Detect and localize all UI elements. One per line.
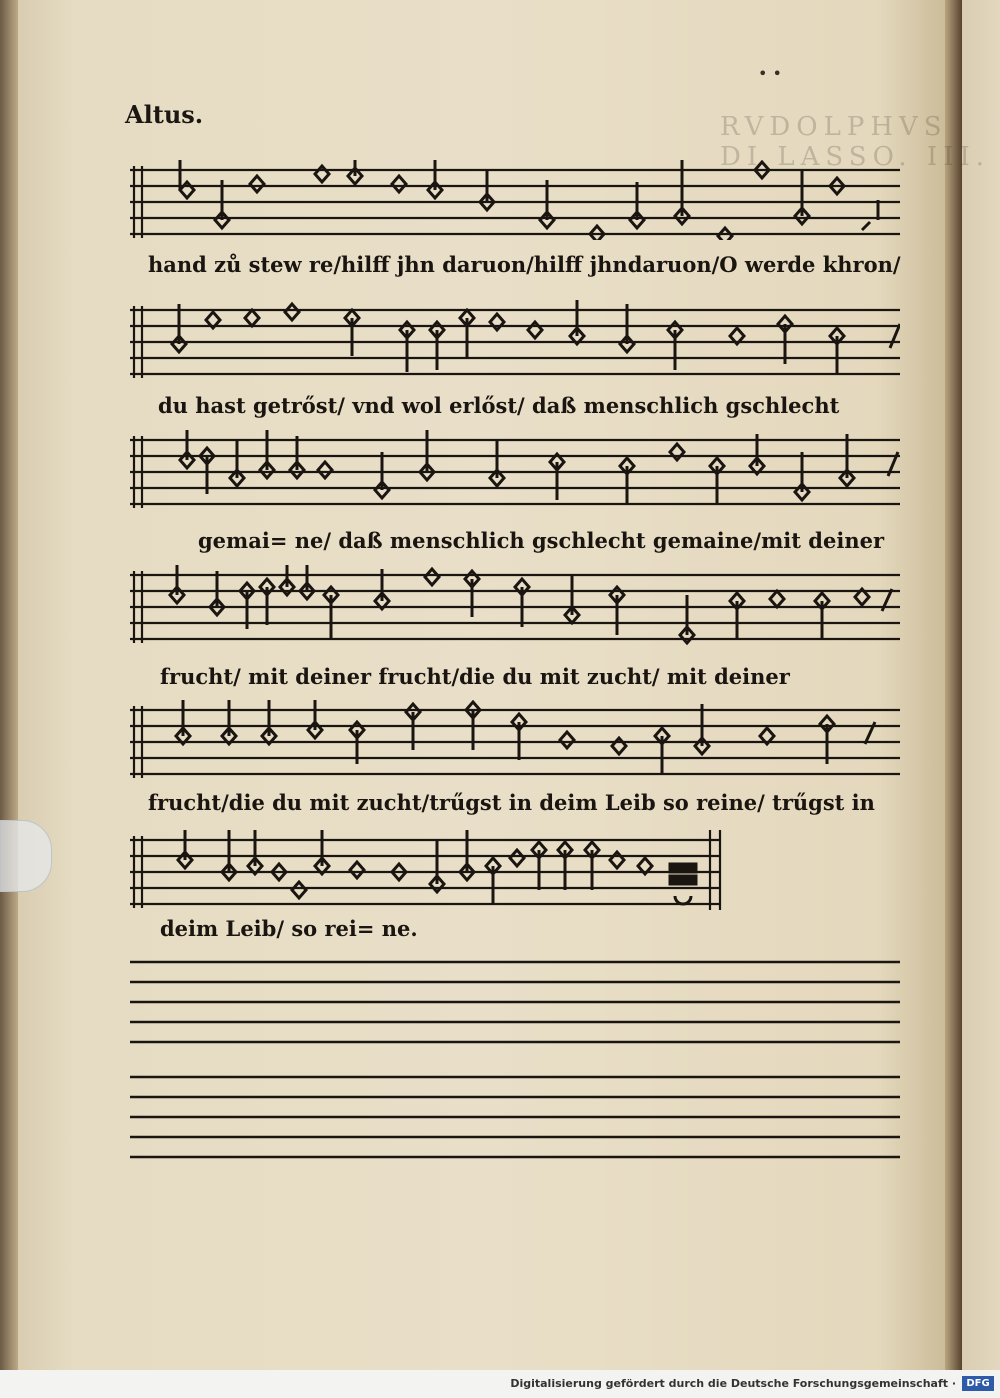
bleed-through-heading: RVDOLPHVS DI LASSO. III. xyxy=(720,112,990,172)
page-clip xyxy=(0,820,52,892)
music-staff-3 xyxy=(130,430,900,510)
music-staff-2 xyxy=(130,300,900,380)
dfg-logo: DFG xyxy=(962,1376,994,1391)
music-staff-1 xyxy=(130,160,900,240)
voice-label: Altus. xyxy=(125,100,204,129)
music-staff-4 xyxy=(130,565,900,645)
lyric-line-2: du hast getrőst/ vnd wol erlőst/ daß menschlich gschlecht xyxy=(158,393,840,418)
music-staff-5 xyxy=(130,700,900,780)
music-staff-6 xyxy=(130,830,900,910)
footer-bar xyxy=(0,1370,1000,1398)
lyric-line-6: deim Leib/ so rei= ne. xyxy=(160,916,418,941)
lyric-line-5: frucht/die du mit zucht/trűgst in deim Leib so reine/ trűgst in xyxy=(148,790,875,815)
funding-notice: Digitalisierung gefördert durch die Deutsche Forschungsgemeinschaft · xyxy=(510,1377,956,1390)
lyric-line-3: gemai= ne/ daß menschlich gschlecht gemaine/mit deiner xyxy=(198,528,885,553)
facing-page-edge xyxy=(962,0,1000,1370)
empty-staff-1 xyxy=(130,950,900,1050)
lyric-line-1: hand zů stew re/hilff jhn daruon/hilff jhndaruon/O werde khron/ xyxy=(148,252,901,277)
empty-staff-2 xyxy=(130,1065,900,1165)
lyric-line-4: frucht/ mit deiner frucht/die du mit zucht/ mit deiner xyxy=(160,664,790,689)
page-mark: • • xyxy=(758,64,782,83)
